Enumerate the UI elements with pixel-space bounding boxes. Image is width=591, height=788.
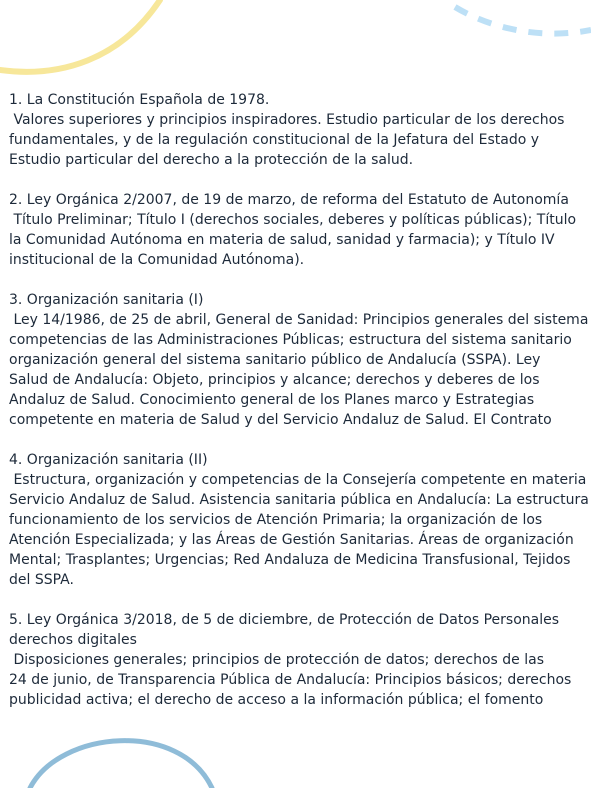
topic-section (9, 610, 591, 710)
topic-text-line: Servicio Andaluz de Salud. Asistencia sanitaria pública en Andalucía: La estructura (9, 492, 589, 508)
topic-heading: 3. Organización sanitaria (I) (9, 292, 204, 308)
topic-text-line: Título Preliminar; Título I (derechos sociales, deberes y políticas públicas); Título (9, 212, 577, 228)
topic-heading: 5. Ley Orgánica 3/2018, de 5 de diciembre, de Protección de Datos Personales (9, 612, 560, 628)
topic-text-line: institucional de la Comunidad Autónoma). (9, 252, 305, 268)
topic-text-line: Atención Especializada; y las Áreas de Gestión Sanitarias. Áreas de organización (9, 532, 574, 548)
topic-text-line: funcionamiento de los servicios de Atención Primaria; la organización de los (9, 512, 543, 528)
topic-section (9, 290, 591, 430)
topic-text-line: competente en materia de Salud y del Servicio Andaluz de Salud. El Contrato (9, 412, 552, 428)
topic-text-line: Disposiciones generales; principios de protección de datos; derechos de las (9, 652, 545, 668)
topic-text-line: Estudio particular del derecho a la protección de la salud. (9, 152, 414, 168)
syllabus-text (9, 90, 591, 730)
topic-text-line: publicidad activa; el derecho de acceso a la información pública; el fomento (9, 692, 544, 708)
topic-text-line: organización general del sistema sanitario público de Andalucía (SSPA). Ley (9, 352, 541, 368)
topic-text-line: del SSPA. (9, 572, 74, 588)
topic-text-line: Ley 14/1986, de 25 de abril, General de Sanidad: Principios generales del sistema (9, 312, 589, 328)
blue-arc-decoration (30, 741, 212, 788)
topic-heading: 1. La Constitución Española de 1978. (9, 92, 270, 108)
topic-text-line: competencias de las Administraciones Públicas; estructura del sistema sanitario (9, 332, 572, 348)
yellow-arc-decoration (0, 0, 160, 72)
topic-text-line: Salud de Andalucía: Objeto, principios y alcance; derechos y deberes de los (9, 372, 540, 388)
topic-text-line: Estructura, organización y competencias de la Consejería competente en materia (9, 472, 587, 488)
topic-heading: 4. Organización sanitaria (II) (9, 452, 208, 468)
topic-text-line: 24 de junio, de Transparencia Pública de Andalucía: Principios básicos; derechos (9, 672, 572, 688)
topic-section (9, 190, 591, 270)
topic-text-line: Andaluz de Salud. Conocimiento general de los Planes marco y Estrategias (9, 392, 535, 408)
topic-text-line: la Comunidad Autónoma en materia de salud, sanidad y farmacia); y Título IV (9, 232, 555, 248)
topic-text-line: derechos digitales (9, 632, 137, 648)
topic-section (9, 450, 591, 590)
topic-text-line: Mental; Trasplantes; Urgencias; Red Andaluza de Medicina Transfusional, Tejidos (9, 552, 571, 568)
blue-dashed-arc-decoration (455, 7, 591, 34)
topic-section (9, 90, 591, 170)
topic-text-line: Valores superiores y principios inspiradores. Estudio particular de los derechos (9, 112, 565, 128)
topic-text-line: fundamentales, y de la regulación constitucional de la Jefatura del Estado y (9, 132, 540, 148)
topic-heading: 2. Ley Orgánica 2/2007, de 19 de marzo, de reforma del Estatuto de Autonomía (9, 192, 569, 208)
